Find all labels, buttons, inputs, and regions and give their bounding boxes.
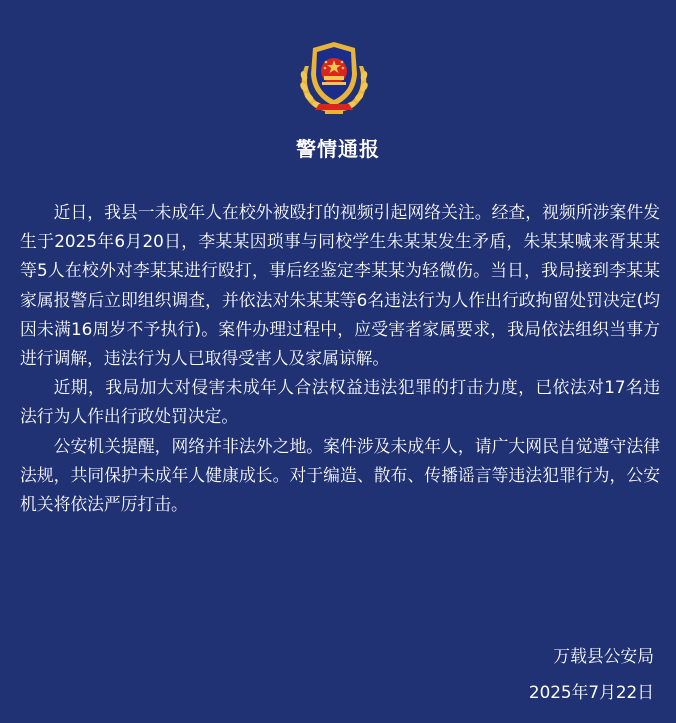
issuer-name: 万载县公安局 [553,646,654,666]
body-paragraph-1: 近日，我县一未成年人在校外被殴打的视频引起网络关注。经查，视频所涉案件发生于2025年6月20日，李某某因琐事与同校学生朱某某发生矛盾，朱某某喊来胥某某等5人在校外对李某某进行殴打，事后经鉴定李某某为轻微伤。当日，我局接到李某某家属报警后立即组织调查，并依法对朱某某等6名违法行为人作出行政拘留处罚决定(均因未满16周岁不予执行)。案件办理过程中，应受害者家属要求，我局依法组织当事方进行调解，违法行为人已取得受害人及家属谅解。 [20,202,660,369]
body-paragraph-3: 公安机关提醒，网络并非法外之地。案件涉及未成年人，请广大网民自觉遵守法律法规，共同保护未成年人健康成长。对于编造、散布、传播谣言等违法犯罪行为，公安机关将依法严厉打击。 [20,435,660,515]
page-title: 警情通报 [296,137,380,161]
issue-date: 2025年7月22日 [528,682,654,702]
body-paragraph-2: 近期，我局加大对侵害未成年人合法权益违法犯罪的打击力度，已依法对17名违法行为人作出行政处罚决定。 [20,377,660,427]
notice-body [20,198,660,519]
signature-block [529,638,654,710]
police-emblem-icon [295,38,373,118]
